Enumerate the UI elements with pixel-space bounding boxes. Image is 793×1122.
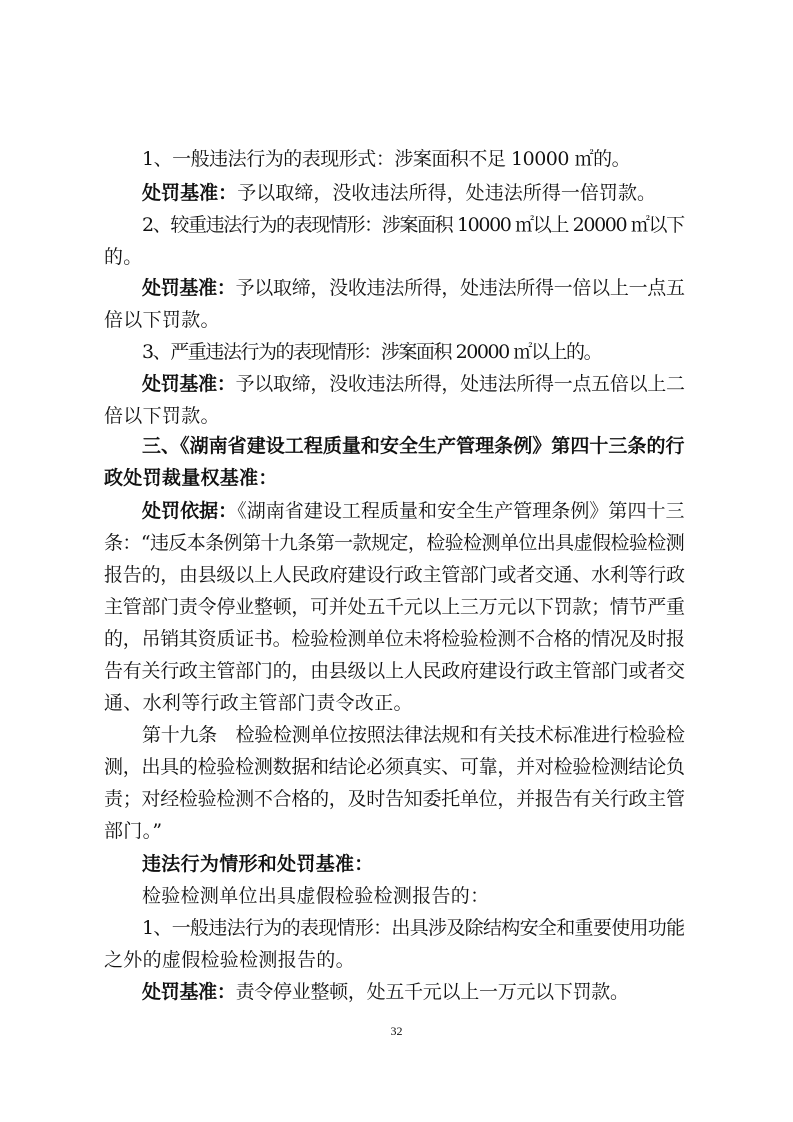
text-run: 《湖南省建设工程质量和安全生产管理条例》第四十三 (237, 500, 685, 522)
subsection-heading: 违法行为情形和处罚基准： (142, 853, 374, 875)
text-line: 的。 (104, 246, 143, 268)
text-line: 倍以下罚款。 (104, 405, 220, 427)
text-line: 1、一般违法行为的表现情形：出具涉及除结构安全和重要使用功能 (142, 917, 685, 939)
text-line: 条：“违反本条例第十九条第一款规定，检验检测单位出具虚假检验检测 (104, 532, 685, 554)
page-number: 32 (390, 1024, 403, 1038)
text-line: 检验检测单位出具虚假检验检测报告的： (142, 885, 490, 907)
text-line: 1、一般违法行为的表现形式：涉案面积不足 10000 ㎡的。 (142, 148, 631, 170)
penalty-standard-line (142, 276, 685, 300)
label-penalty-basis: 处罚依据： (142, 500, 238, 522)
text-run: 予以取缔，没收违法所得，处违法所得一点五倍以上二 (235, 373, 685, 395)
text-run: 予以取缔，没收违法所得，处违法所得一倍罚款。 (237, 182, 656, 204)
text-line: 主管部门责令停业整顿，可并处五千元以上三万元以下罚款；情节严重 (104, 596, 685, 618)
text-run: 责令停业整顿，处五千元以上一万元以下罚款。 (235, 981, 629, 1003)
text-line: 责；对经检验检测不合格的，及时告知委托单位，并报告有关行政主管 (104, 788, 685, 810)
text-line: 之外的虚假检验检测报告的。 (104, 949, 355, 971)
text-line: 测，出具的检验检测数据和结论必须真实、可靠，并对检验检测结论负 (104, 756, 685, 778)
text-line: 报告的，由县级以上人民政府建设行政主管部门或者交通、水利等行政 (104, 564, 685, 586)
label-penalty-standard: 处罚基准： (142, 277, 236, 299)
text-line: 告有关行政主管部门的，由县级以上人民政府建设行政主管部门或者交 (104, 660, 685, 682)
text-line: 3、严重违法行为的表现情形：涉案面积 20000 ㎡以上的。 (142, 341, 602, 363)
label-penalty-standard: 处罚基准： (142, 981, 236, 1003)
text-line: 第十九条 检验检测单位按照法律法规和有关技术标准进行检验检 (142, 724, 685, 746)
penalty-standard-line (142, 372, 685, 396)
text-line: 2、较重违法行为的表现情形：涉案面积 10000 ㎡以上 20000 ㎡以下 (142, 214, 684, 236)
section-heading: 三、《湖南省建设工程质量和安全生产管理条例》第四十三条的行 (142, 435, 685, 457)
penalty-basis-line (142, 499, 685, 523)
label-penalty-standard: 处罚基准： (142, 373, 236, 395)
penalty-standard-line (142, 980, 629, 1004)
text-line: 的，吊销其资质证书。检验检测单位未将检验检测不合格的情况及时报 (104, 628, 685, 650)
penalty-standard-line (142, 181, 656, 205)
text-run: 予以取缔，没收违法所得，处违法所得一倍以上一点五 (235, 277, 685, 299)
text-line: 部门。” (104, 820, 163, 842)
label-penalty-standard: 处罚基准： (142, 182, 238, 204)
text-line: 倍以下罚款。 (104, 309, 220, 331)
section-heading: 政处罚裁量权基准： (104, 467, 278, 489)
text-line: 通、水利等行政主管部门责令改正。 (104, 692, 413, 714)
